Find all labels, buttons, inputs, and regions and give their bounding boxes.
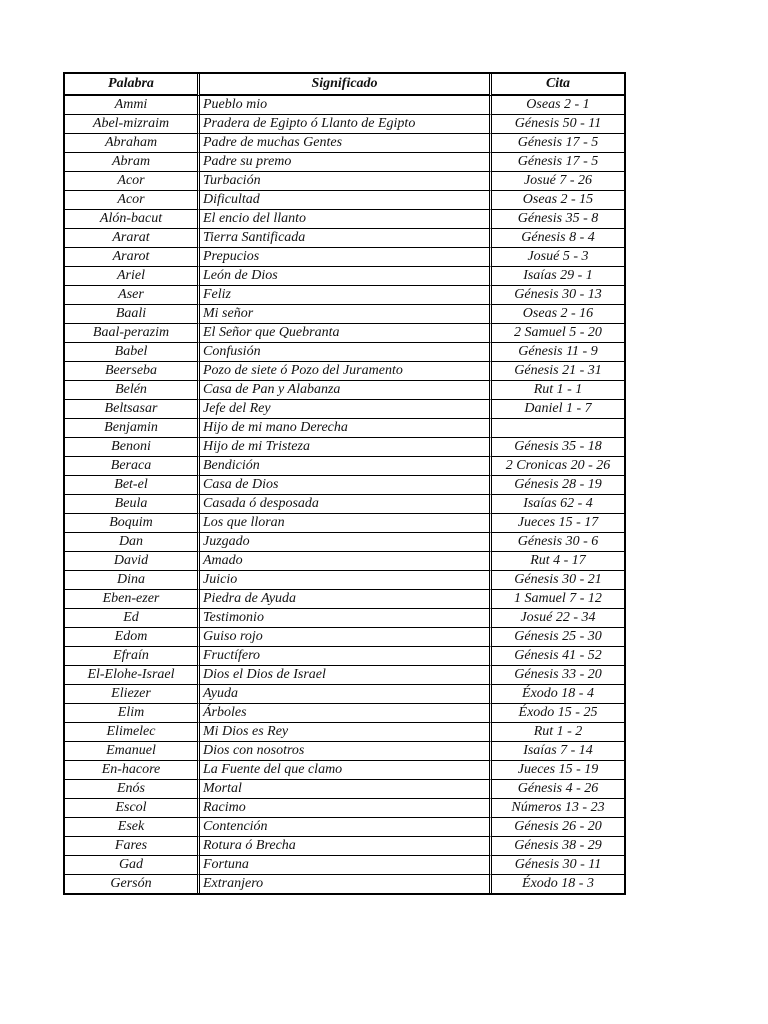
cell-cita: Isaías 7 - 14: [492, 742, 624, 761]
table-row: [65, 457, 624, 476]
cell-significado: Padre de muchas Gentes: [200, 134, 492, 153]
cell-cita: Oseas 2 - 15: [492, 191, 624, 210]
cell-palabra: Gad: [65, 856, 200, 875]
cell-palabra: Ariel: [65, 267, 200, 286]
cell-significado: Guiso rojo: [200, 628, 492, 647]
cell-significado: Tierra Santificada: [200, 229, 492, 248]
cell-cita: Rut 1 - 2: [492, 723, 624, 742]
cell-palabra: Enós: [65, 780, 200, 799]
cell-cita: Josué 22 - 34: [492, 609, 624, 628]
cell-significado: Pradera de Egipto ó Llanto de Egipto: [200, 115, 492, 134]
table-row: [65, 210, 624, 229]
cell-cita: Génesis 30 - 21: [492, 571, 624, 590]
cell-cita: Génesis 21 - 31: [492, 362, 624, 381]
cell-significado: Los que lloran: [200, 514, 492, 533]
table-row: [65, 362, 624, 381]
table-row: [65, 286, 624, 305]
cell-cita: 2 Samuel 5 - 20: [492, 324, 624, 343]
cell-significado: Juicio: [200, 571, 492, 590]
cell-significado: Pozo de siete ó Pozo del Juramento: [200, 362, 492, 381]
cell-significado: Dios con nosotros: [200, 742, 492, 761]
cell-palabra: Ararot: [65, 248, 200, 267]
cell-significado: Racimo: [200, 799, 492, 818]
cell-palabra: David: [65, 552, 200, 571]
cell-cita: Génesis 33 - 20: [492, 666, 624, 685]
cell-palabra: Beerseba: [65, 362, 200, 381]
cell-palabra: Boquim: [65, 514, 200, 533]
header-cita: Cita: [492, 74, 624, 96]
cell-significado: Casa de Dios: [200, 476, 492, 495]
cell-palabra: Beraca: [65, 457, 200, 476]
table-row: [65, 856, 624, 875]
cell-cita: Génesis 8 - 4: [492, 229, 624, 248]
cell-palabra: Alón-bacut: [65, 210, 200, 229]
cell-significado: Rotura ó Brecha: [200, 837, 492, 856]
cell-cita: Rut 1 - 1: [492, 381, 624, 400]
table-row: [65, 723, 624, 742]
table-row: [65, 514, 624, 533]
header-row: [65, 74, 624, 96]
table-row: [65, 324, 624, 343]
cell-cita: [492, 419, 624, 438]
cell-significado: Feliz: [200, 286, 492, 305]
cell-cita: Oseas 2 - 1: [492, 96, 624, 115]
cell-palabra: Ammi: [65, 96, 200, 115]
cell-cita: Rut 4 - 17: [492, 552, 624, 571]
cell-cita: Génesis 4 - 26: [492, 780, 624, 799]
cell-palabra: Fares: [65, 837, 200, 856]
cell-cita: Génesis 28 - 19: [492, 476, 624, 495]
cell-palabra: Elimelec: [65, 723, 200, 742]
table-row: [65, 153, 624, 172]
cell-palabra: Dan: [65, 533, 200, 552]
cell-cita: Jueces 15 - 19: [492, 761, 624, 780]
cell-cita: Isaías 62 - 4: [492, 495, 624, 514]
header-palabra: Palabra: [65, 74, 200, 96]
cell-significado: Pueblo mio: [200, 96, 492, 115]
cell-significado: Juzgado: [200, 533, 492, 552]
cell-palabra: Gersón: [65, 875, 200, 893]
table-row: [65, 343, 624, 362]
cell-palabra: Esek: [65, 818, 200, 837]
cell-significado: León de Dios: [200, 267, 492, 286]
cell-significado: La Fuente del que clamo: [200, 761, 492, 780]
cell-cita: Génesis 41 - 52: [492, 647, 624, 666]
cell-palabra: Belén: [65, 381, 200, 400]
cell-significado: El Señor que Quebranta: [200, 324, 492, 343]
cell-cita: Josué 5 - 3: [492, 248, 624, 267]
table-row: [65, 685, 624, 704]
cell-palabra: Beula: [65, 495, 200, 514]
cell-palabra: Baal-perazim: [65, 324, 200, 343]
cell-significado: El encio del llanto: [200, 210, 492, 229]
table-row: [65, 799, 624, 818]
table-row: [65, 837, 624, 856]
table-row: [65, 438, 624, 457]
cell-cita: Génesis 30 - 6: [492, 533, 624, 552]
cell-cita: 1 Samuel 7 - 12: [492, 590, 624, 609]
cell-significado: Padre su premo: [200, 153, 492, 172]
cell-cita: Génesis 38 - 29: [492, 837, 624, 856]
cell-cita: Éxodo 18 - 4: [492, 685, 624, 704]
cell-cita: Oseas 2 - 16: [492, 305, 624, 324]
cell-significado: Hijo de mi mano Derecha: [200, 419, 492, 438]
cell-significado: Fructífero: [200, 647, 492, 666]
cell-significado: Turbación: [200, 172, 492, 191]
table-body: [65, 96, 624, 893]
table-row: [65, 248, 624, 267]
cell-cita: Génesis 17 - 5: [492, 134, 624, 153]
table-row: [65, 875, 624, 893]
cell-palabra: Acor: [65, 191, 200, 210]
cell-significado: Confusión: [200, 343, 492, 362]
cell-significado: Contención: [200, 818, 492, 837]
cell-palabra: Baali: [65, 305, 200, 324]
table-row: [65, 571, 624, 590]
table-row: [65, 400, 624, 419]
table-row: [65, 666, 624, 685]
cell-cita: Éxodo 15 - 25: [492, 704, 624, 723]
cell-significado: Mi Dios es Rey: [200, 723, 492, 742]
cell-palabra: Eliezer: [65, 685, 200, 704]
cell-significado: Fortuna: [200, 856, 492, 875]
cell-cita: Génesis 26 - 20: [492, 818, 624, 837]
cell-significado: Ayuda: [200, 685, 492, 704]
table-row: [65, 628, 624, 647]
cell-significado: Mortal: [200, 780, 492, 799]
header-significado: Significado: [200, 74, 492, 96]
cell-significado: Dios el Dios de Israel: [200, 666, 492, 685]
table-row: [65, 742, 624, 761]
cell-cita: Josué 7 - 26: [492, 172, 624, 191]
cell-cita: Éxodo 18 - 3: [492, 875, 624, 893]
cell-cita: Génesis 17 - 5: [492, 153, 624, 172]
cell-significado: Dificultad: [200, 191, 492, 210]
cell-palabra: Beltsasar: [65, 400, 200, 419]
cell-significado: Bendición: [200, 457, 492, 476]
cell-cita: Génesis 30 - 13: [492, 286, 624, 305]
table-row: [65, 609, 624, 628]
table-row: [65, 552, 624, 571]
table-row: [65, 96, 624, 115]
cell-palabra: Eben-ezer: [65, 590, 200, 609]
table-row: [65, 172, 624, 191]
cell-cita: Génesis 30 - 11: [492, 856, 624, 875]
cell-palabra: Dina: [65, 571, 200, 590]
cell-palabra: Edom: [65, 628, 200, 647]
cell-cita: 2 Cronicas 20 - 26: [492, 457, 624, 476]
table-row: [65, 647, 624, 666]
cell-cita: Génesis 25 - 30: [492, 628, 624, 647]
cell-palabra: Aser: [65, 286, 200, 305]
glossary-table: [63, 72, 626, 895]
table-header: [65, 74, 624, 96]
table-row: [65, 267, 624, 286]
cell-cita: Daniel 1 - 7: [492, 400, 624, 419]
table-row: [65, 704, 624, 723]
cell-palabra: Ed: [65, 609, 200, 628]
table-row: [65, 381, 624, 400]
cell-cita: Números 13 - 23: [492, 799, 624, 818]
cell-cita: Génesis 35 - 18: [492, 438, 624, 457]
cell-significado: Amado: [200, 552, 492, 571]
table-row: [65, 305, 624, 324]
table-row: [65, 495, 624, 514]
table-row: [65, 590, 624, 609]
cell-palabra: Elim: [65, 704, 200, 723]
table-row: [65, 191, 624, 210]
cell-palabra: Abraham: [65, 134, 200, 153]
cell-significado: Testimonio: [200, 609, 492, 628]
cell-palabra: Escol: [65, 799, 200, 818]
table-row: [65, 476, 624, 495]
table-row: [65, 780, 624, 799]
table-row: [65, 229, 624, 248]
cell-significado: Prepucios: [200, 248, 492, 267]
cell-significado: Piedra de Ayuda: [200, 590, 492, 609]
cell-palabra: En-hacore: [65, 761, 200, 780]
cell-palabra: Efraín: [65, 647, 200, 666]
table-row: [65, 134, 624, 153]
cell-significado: Jefe del Rey: [200, 400, 492, 419]
cell-significado: Mi señor: [200, 305, 492, 324]
cell-palabra: Babel: [65, 343, 200, 362]
table-row: [65, 818, 624, 837]
cell-palabra: Benoni: [65, 438, 200, 457]
cell-significado: Casa de Pan y Alabanza: [200, 381, 492, 400]
cell-palabra: Acor: [65, 172, 200, 191]
cell-significado: Árboles: [200, 704, 492, 723]
cell-significado: Hijo de mi Tristeza: [200, 438, 492, 457]
cell-palabra: Abel-mizraim: [65, 115, 200, 134]
table-row: [65, 419, 624, 438]
cell-significado: Casada ó desposada: [200, 495, 492, 514]
cell-cita: Génesis 35 - 8: [492, 210, 624, 229]
cell-cita: Génesis 50 - 11: [492, 115, 624, 134]
cell-palabra: Bet-el: [65, 476, 200, 495]
cell-palabra: Ararat: [65, 229, 200, 248]
cell-significado: Extranjero: [200, 875, 492, 893]
cell-cita: Isaías 29 - 1: [492, 267, 624, 286]
cell-cita: Jueces 15 - 17: [492, 514, 624, 533]
cell-cita: Génesis 11 - 9: [492, 343, 624, 362]
cell-palabra: Emanuel: [65, 742, 200, 761]
cell-palabra: Benjamin: [65, 419, 200, 438]
table-row: [65, 115, 624, 134]
table-row: [65, 761, 624, 780]
table-row: [65, 533, 624, 552]
cell-palabra: El-Elohe-Israel: [65, 666, 200, 685]
cell-palabra: Abram: [65, 153, 200, 172]
